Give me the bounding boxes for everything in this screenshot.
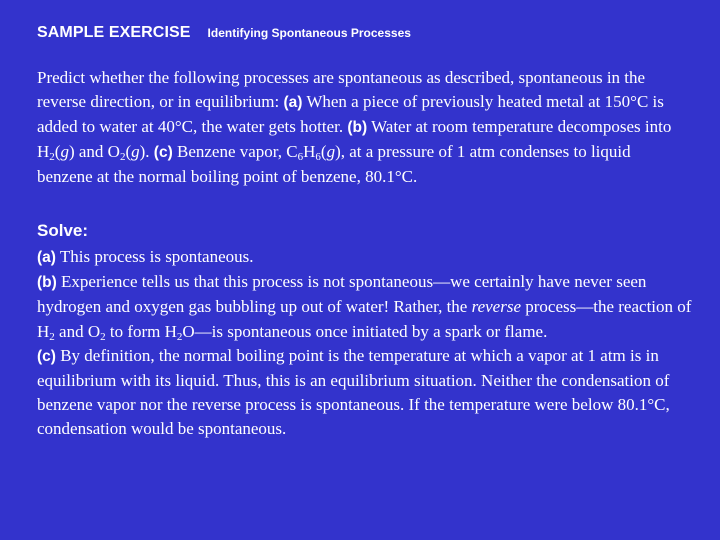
problem-part-c-text: ), at a pressure of 1 atm condenses to liquid benzene at the normal boiling point of benzene, 80.1°C. [37, 142, 631, 186]
subscript: 6 [315, 151, 321, 163]
subscript: 6 [297, 151, 304, 163]
problem-part-c-text: Benzene vapor, C [172, 142, 298, 161]
solution-part-c [37, 344, 692, 442]
problem-part-c-label: (c) [153, 144, 173, 161]
state-symbol: g [326, 142, 336, 161]
problem-part-b-text: Water at room temperature decomposes into H [37, 117, 672, 161]
state-symbol: g [60, 142, 69, 161]
problem-part-a-text: When a piece of previously heated metal at 150°C is added to water at 40°C, the water gets hotter. [37, 92, 664, 136]
solution-part-b [37, 270, 692, 344]
state-symbol: g [131, 142, 140, 161]
header-label: SAMPLE EXERCISE [37, 24, 191, 41]
emphasis-text: reverse [471, 297, 522, 317]
problem-part-b-text: ( [125, 142, 132, 161]
solution-part-a-text: This process is spontaneous. [55, 247, 254, 266]
solution [37, 245, 692, 442]
solution-part-a [37, 245, 692, 270]
problem-part-c-text: ( [320, 142, 327, 161]
problem-part-b-text: ) and O [68, 142, 120, 161]
solution-part-c-label: (c) [37, 347, 56, 365]
slide-header [37, 24, 411, 42]
subscript: 2 [100, 330, 106, 343]
solution-part-c-text: By definition, the normal boiling point is the temperature at which a vapor at 1 atm is in equilibrium with its liquid. Thus, this is an equilibrium situation. Neither the condensation of benzene vapor nor the reverse process is spontaneous. If the temperature were below 80.1°C, condensation would be spontaneous. [37, 345, 670, 439]
header-title: Identifying Spontaneous Processes [207, 26, 411, 40]
problem-statement [37, 66, 687, 189]
subscript: 2 [176, 330, 183, 343]
problem-paragraph [37, 66, 687, 189]
solution-part-a-label: (a) [37, 249, 56, 266]
problem-part-b-label: (b) [347, 119, 368, 136]
solution-part-b-text: to form H [105, 321, 177, 341]
solution-part-b-text: and O [54, 321, 101, 341]
solution-part-b-text: Experience tells us that this process is not spontaneous—we certainly have never seen hydrogen and oxygen gas bubbling up out of water! Rather, the [37, 272, 647, 317]
problem-part-c-text: H [303, 142, 316, 161]
problem-part-b-text: ). [139, 142, 154, 161]
solution-part-b-text: process—the reaction of H [37, 297, 692, 341]
subscript: 2 [119, 151, 126, 163]
subscript: 2 [49, 151, 55, 163]
solution-part-b-text: O—is spontaneous once initiated by a spark or flame. [182, 321, 548, 341]
problem-intro: Predict whether the following processes are spontaneous as described, spontaneous in the reverse direction, or in equilibrium: [37, 68, 646, 111]
subscript: 2 [49, 330, 55, 343]
problem-part-a-label: (a) [283, 94, 303, 111]
solution-part-b-label: (b) [37, 274, 57, 292]
solve-heading: Solve: [37, 221, 89, 240]
problem-part-b-text: ( [54, 142, 61, 161]
